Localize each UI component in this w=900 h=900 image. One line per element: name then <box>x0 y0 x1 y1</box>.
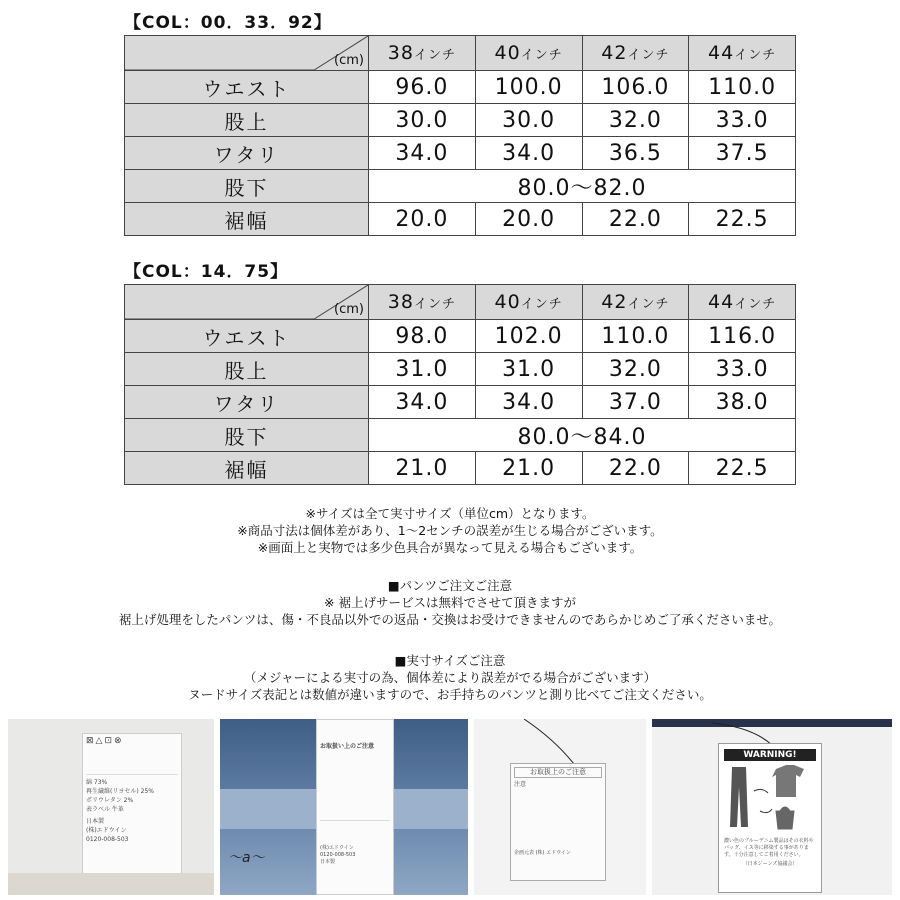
size-header: 42インチ <box>582 36 689 71</box>
product-photo-strip <box>8 719 892 895</box>
size-header: 38インチ <box>369 36 476 71</box>
value-cell: 38.0 <box>689 386 796 419</box>
col-label-2: 【COL：14．75】 <box>124 262 289 282</box>
row-label: 股下 <box>125 170 369 203</box>
value-cell: 34.0 <box>369 137 476 170</box>
value-cell: 31.0 <box>369 353 476 386</box>
value-cell: 34.0 <box>475 137 582 170</box>
table-row <box>125 386 796 419</box>
corner-cell <box>125 36 369 71</box>
col-label-1: 【COL：00．33．92】 <box>124 13 332 33</box>
care-label-photo <box>8 719 214 895</box>
care-text: 0120-008-503 <box>86 836 129 843</box>
size-header: 44インチ <box>689 285 796 320</box>
value-cell: 37.0 <box>582 386 689 419</box>
value-cell: 98.0 <box>369 320 476 353</box>
size-header: 40インチ <box>475 36 582 71</box>
value-cell: 116.0 <box>689 320 796 353</box>
warning-title: WARNING! <box>724 749 816 761</box>
section-heading: ■パンツご注文ご注意 <box>387 578 513 593</box>
table-row <box>125 203 796 236</box>
hang-tag <box>316 719 394 895</box>
row-label: ワタリ <box>125 386 369 419</box>
unit-label: (cm) <box>334 302 364 317</box>
warning-tag <box>718 743 822 893</box>
jeans-shirt-bag-icon <box>724 761 816 835</box>
value-cell: 20.0 <box>475 203 582 236</box>
unit-label: (cm) <box>334 53 364 68</box>
note-line: ※ 裾上げサービスは無料でさせて頂きますが <box>324 595 576 610</box>
value-cell: 20.0 <box>369 203 476 236</box>
table-row <box>125 419 796 452</box>
warning-footer: （日本ジーンズ協議会） <box>742 861 798 867</box>
care-text: ポリウレタン 2% <box>86 797 134 804</box>
row-label: 股上 <box>125 104 369 137</box>
size-header: 42インチ <box>582 285 689 320</box>
tag-origin: 日本製 <box>320 859 336 865</box>
tag-maker: 企画元表 (株) エドウイン <box>514 850 571 856</box>
note-line: ヌードサイズ表記とは数値が違いますので、お手持ちのパンツと測り比べてご注文ください。 <box>188 687 712 702</box>
corner-cell <box>125 285 369 320</box>
value-cell: 100.0 <box>475 71 582 104</box>
value-cell: 33.0 <box>689 353 796 386</box>
care-tag <box>510 763 606 881</box>
value-cell: 110.0 <box>689 71 796 104</box>
table-header-row <box>125 36 796 71</box>
table-row <box>125 452 796 485</box>
value-cell: 22.5 <box>689 452 796 485</box>
measurement-notes <box>0 505 900 556</box>
value-cell: 22.0 <box>582 203 689 236</box>
table-row <box>125 320 796 353</box>
section-heading: ■実寸サイズご注意 <box>394 653 506 668</box>
size-header: 44インチ <box>689 36 796 71</box>
tag-subtitle: 注意 <box>514 781 527 788</box>
value-cell: 22.5 <box>689 203 796 236</box>
table-row <box>125 353 796 386</box>
note-line: （メジャーによる実寸の為、個体差により誤差がでる場合がございます） <box>243 670 657 685</box>
value-cell: 36.5 <box>582 137 689 170</box>
value-cell: 31.0 <box>475 353 582 386</box>
note-line: ※商品寸法は個体差があり、1〜2センチの誤差が生じる場合がございます。 <box>237 523 663 538</box>
table-row <box>125 137 796 170</box>
value-cell: 37.5 <box>689 137 796 170</box>
care-text: 再生繊維(リヨセル) 25% <box>86 788 154 795</box>
row-label: 股下 <box>125 419 369 452</box>
care-text: 表ラベル 牛革 <box>86 806 124 813</box>
value-cell: 32.0 <box>582 104 689 137</box>
tag-title: お取扱上のご注意 <box>514 767 602 778</box>
value-cell: 33.0 <box>689 104 796 137</box>
tag-title: お取扱い上のご注意 <box>320 743 375 750</box>
merged-value-cell: 80.0〜84.0 <box>369 419 796 452</box>
value-cell: 96.0 <box>369 71 476 104</box>
care-tag-photo <box>474 719 646 895</box>
note-line: ※サイズは全て実寸サイズ（単位cm）となります。 <box>305 506 595 521</box>
value-cell: 21.0 <box>369 452 476 485</box>
value-cell: 34.0 <box>475 386 582 419</box>
warning-tag-photo <box>652 719 892 895</box>
diagonal-line <box>125 36 368 70</box>
care-text: (株)エドウイン <box>86 827 127 834</box>
denim-tag-photo <box>220 719 468 895</box>
note-line: 裾上げ処理をしたパンツは、傷・不良品以外での返品・交換はお受けできませんのであらかじめご了承くださいませ。 <box>118 612 782 627</box>
merged-value-cell: 80.0〜82.0 <box>369 170 796 203</box>
care-text: 日本製 <box>86 818 105 825</box>
note-line: ※画面上と実物では多少色具合が異なって見える場合もございます。 <box>257 540 643 555</box>
size-header: 38インチ <box>369 285 476 320</box>
value-cell: 106.0 <box>582 71 689 104</box>
table-row <box>125 104 796 137</box>
signature-stitch: 〜a〜 <box>228 850 265 866</box>
table-row <box>125 71 796 104</box>
tag-string <box>514 719 594 769</box>
size-header: 40インチ <box>475 285 582 320</box>
care-text: 綿 73% <box>86 779 108 786</box>
value-cell: 30.0 <box>369 104 476 137</box>
row-label: 裾幅 <box>125 203 369 236</box>
value-cell: 110.0 <box>582 320 689 353</box>
size-table-1 <box>124 35 796 236</box>
value-cell: 22.0 <box>582 452 689 485</box>
pants-order-notes <box>0 577 900 628</box>
value-cell: 21.0 <box>475 452 582 485</box>
warning-text: 濃い色のブルーデニム製品はその衣料やバッグ、イス等に移染する事があります。十分注意してご着用ください。 <box>724 838 814 858</box>
value-cell: 32.0 <box>582 353 689 386</box>
tag-maker: (株)エドウイン <box>320 845 354 851</box>
value-cell: 34.0 <box>369 386 476 419</box>
table-header-row <box>125 285 796 320</box>
actual-size-notes <box>0 652 900 703</box>
value-cell: 102.0 <box>475 320 582 353</box>
row-label: ウエスト <box>125 320 369 353</box>
size-table-2 <box>124 284 796 485</box>
row-label: 股上 <box>125 353 369 386</box>
table-row <box>125 170 796 203</box>
value-cell: 30.0 <box>475 104 582 137</box>
care-symbols-icon: ⊠△⊡⊗ <box>86 736 124 746</box>
row-label: ウエスト <box>125 71 369 104</box>
care-label <box>82 733 182 883</box>
diagonal-line <box>125 285 368 319</box>
row-label: 裾幅 <box>125 452 369 485</box>
tag-phone: 0120-008-503 <box>320 852 356 858</box>
row-label: ワタリ <box>125 137 369 170</box>
